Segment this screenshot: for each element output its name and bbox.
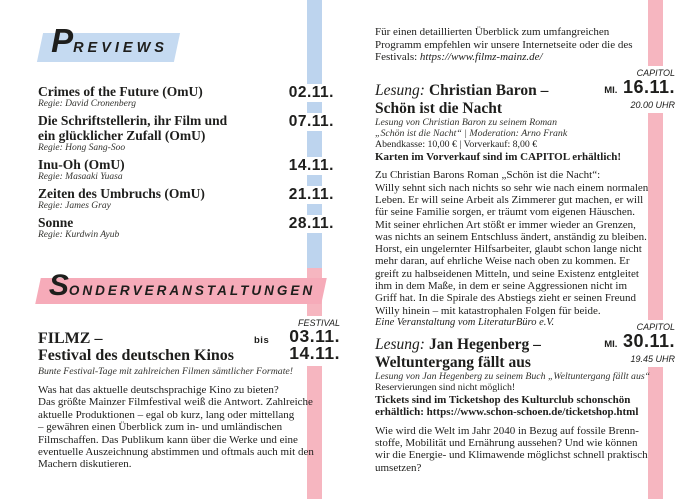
event2-title-line1: Jan Hegenberg – xyxy=(428,336,541,353)
event1-time: 20.00 UHR xyxy=(630,100,675,110)
event1-title-line1: Christian Baron – xyxy=(428,82,549,99)
event2-date-badge xyxy=(567,320,675,367)
event1-type-label: Lesung: xyxy=(375,82,425,99)
film-date: 14.11. xyxy=(284,157,334,175)
film-row xyxy=(38,157,334,183)
previews-section-header xyxy=(37,22,180,62)
event2-meta-line1: Lesung von Jan Hegenberg zu seinem Buch „Weltuntergang fällt aus“ xyxy=(375,371,651,382)
film-director: Regie: David Cronenberg xyxy=(38,99,136,109)
filmz-date-badge xyxy=(250,316,340,366)
event2-description: Wie wird die Welt im Jahr 2040 in Bezug auf fossile Brenn- stoffe, Mobilität und Ernährung aussehen? Und wie können wir die Energie- und Klimawende möglichst schnell praktisch umsetzen? xyxy=(375,424,648,474)
event2-reservation-note: Reservierungen sind nicht möglich! xyxy=(375,382,516,393)
intro-festivals-label: Festivals: xyxy=(375,51,420,64)
event1-title-line2: Schön ist die Nacht xyxy=(375,99,503,117)
event2-date-value: 30.11. xyxy=(622,331,675,351)
event2-ticketshop-link[interactable]: erhältlich: https://www.schon-schoen.de/ticketshop.html xyxy=(375,406,639,419)
sonder-header-text xyxy=(48,269,316,302)
festival-bis-label: bis xyxy=(254,335,270,346)
film-director: Regie: Kurdwin Ayub xyxy=(38,230,120,240)
event2-venue: CAPITOL xyxy=(636,322,675,332)
event1-prices: Abendkasse: 10,00 € | Vorverkauf: 8,00 € xyxy=(375,139,538,150)
event1-meta-line1: Lesung von Christian Baron zu seinem Roman xyxy=(375,117,557,128)
sonder-initial: S xyxy=(48,269,69,302)
event2-time: 19.45 UHR xyxy=(630,354,675,364)
event1-date-badge xyxy=(567,66,675,113)
film-title: Crimes of the Future (OmU) xyxy=(38,84,203,99)
festival-label: FESTIVAL xyxy=(297,318,340,328)
intro-lines: Für einen detaillierten Überblick zum umfangreichen Programm empfehlen wir unsere Internetseite oder die des xyxy=(375,26,633,51)
filmz-description: Was hat das aktuelle deutschsprachige Kino zu bieten? Das größte Mainzer Filmfestival weiß die Antwort. Zahlreiche aktuelle Produktionen – egal ob kurz, lang oder mittellang – gewähren einen Überblick zum in- und umländischen Filmschaffen. Das Publikum kann über die Werke und eine eventuelle Auszeichnung abstimmen und oftmals auch mit den Machern diskutieren. xyxy=(38,384,314,471)
filmz-subtitle: Bunte Festival-Tage mit zahlreichen Filmen sämtlicher Formate! xyxy=(38,366,294,377)
event1-weekday: MI. xyxy=(604,85,618,96)
film-row xyxy=(38,84,334,110)
previews-header-text xyxy=(51,22,168,59)
filmz-website-link[interactable]: https://www.filmz-mainz.de/ xyxy=(419,51,543,64)
festival-date-end xyxy=(256,345,340,362)
previews-rest: REVIEWS xyxy=(73,40,168,56)
filmz-title-line2: Festival des deutschen Kinos xyxy=(38,347,235,364)
film-title: Inu-Oh (OmU) xyxy=(38,157,125,172)
filmz-title-line1: FILMZ – xyxy=(38,330,103,347)
film-date: 28.11. xyxy=(284,215,334,233)
event2-date xyxy=(575,332,675,354)
intro-paragraph xyxy=(375,26,655,64)
film-date: 07.11. xyxy=(284,113,334,131)
film-row xyxy=(38,113,334,154)
event1-description: Zu Christian Barons Roman „Schön ist die Nacht“: Willy sehnt sich nach nichts so sehr wie nach einem normalen Leben. Er will seine Arbeit als Zimmerer gut machen, er will für seine Familie sorgen, er träumt vom eigenen Häuschen. Mit seiner ehrlichen Art stößt er immer wieder an Grenzen, was nichts an seinem Entschluss ändert, anständig zu bleiben. Horst, ein ungelernter Hilfsarbeiter, glaubt schon lange nicht mehr daran, auf ehrliche Weise nach oben zu kommen. Er greift zu halbseidenen Mitteln, und seine Existenz entgleitet ihm in dem Maße, in dem er seine Aggressionen nicht im Griff hat. In die Spirale des Abstiegs zieht er seinen Freund Willy hinein – mit katastrophalen Folgen für beide. xyxy=(375,169,649,317)
event2-ticket-note-line1: Tickets sind im Ticketshop des Kulturclub schonschön xyxy=(375,394,631,406)
film-date: 02.11. xyxy=(284,84,334,102)
event2-weekday: MI. xyxy=(604,339,618,350)
sonderveranstaltungen-section-header xyxy=(35,269,327,304)
film-title: Zeiten des Umbruchs (OmU) xyxy=(38,186,205,201)
film-director: Regie: James Gray xyxy=(38,201,111,211)
event2-title-line2: Weltuntergang fällt aus xyxy=(375,353,531,371)
film-director: Regie: Masaaki Yuasa xyxy=(38,172,123,182)
event1-meta-line2: „Schön ist die Nacht“ | Moderation: Arno Frank xyxy=(375,128,568,139)
festival-date1: 03.11. xyxy=(289,326,340,346)
event1-ticket-note: Karten im Vorverkauf sind im CAPITOL erhältlich! xyxy=(375,151,622,163)
event1-date xyxy=(575,78,675,100)
film-director: Regie: Hong Sang-Soo xyxy=(38,143,126,153)
sonder-rest: ONDERVERANSTALTUNGEN xyxy=(68,283,316,298)
event1-venue: CAPITOL xyxy=(636,68,675,78)
film-title: Die Schriftstellerin, ihr Film und ein glücklicher Zufall (OmU) xyxy=(38,113,228,143)
event2-type-label: Lesung: xyxy=(375,336,425,353)
film-date: 21.11. xyxy=(284,186,334,204)
event1-date-value: 16.11. xyxy=(622,77,675,97)
previews-initial: P xyxy=(51,22,74,59)
previews-film-list xyxy=(38,84,334,244)
film-title: Sonne xyxy=(38,215,74,230)
film-row xyxy=(38,186,334,212)
film-row xyxy=(38,215,334,241)
event-christian-baron xyxy=(375,82,667,329)
event1-organizer-note: Eine Veranstaltung vom LiteraturBüro e.V. xyxy=(375,316,555,328)
festival-date2: 14.11. xyxy=(289,343,340,363)
